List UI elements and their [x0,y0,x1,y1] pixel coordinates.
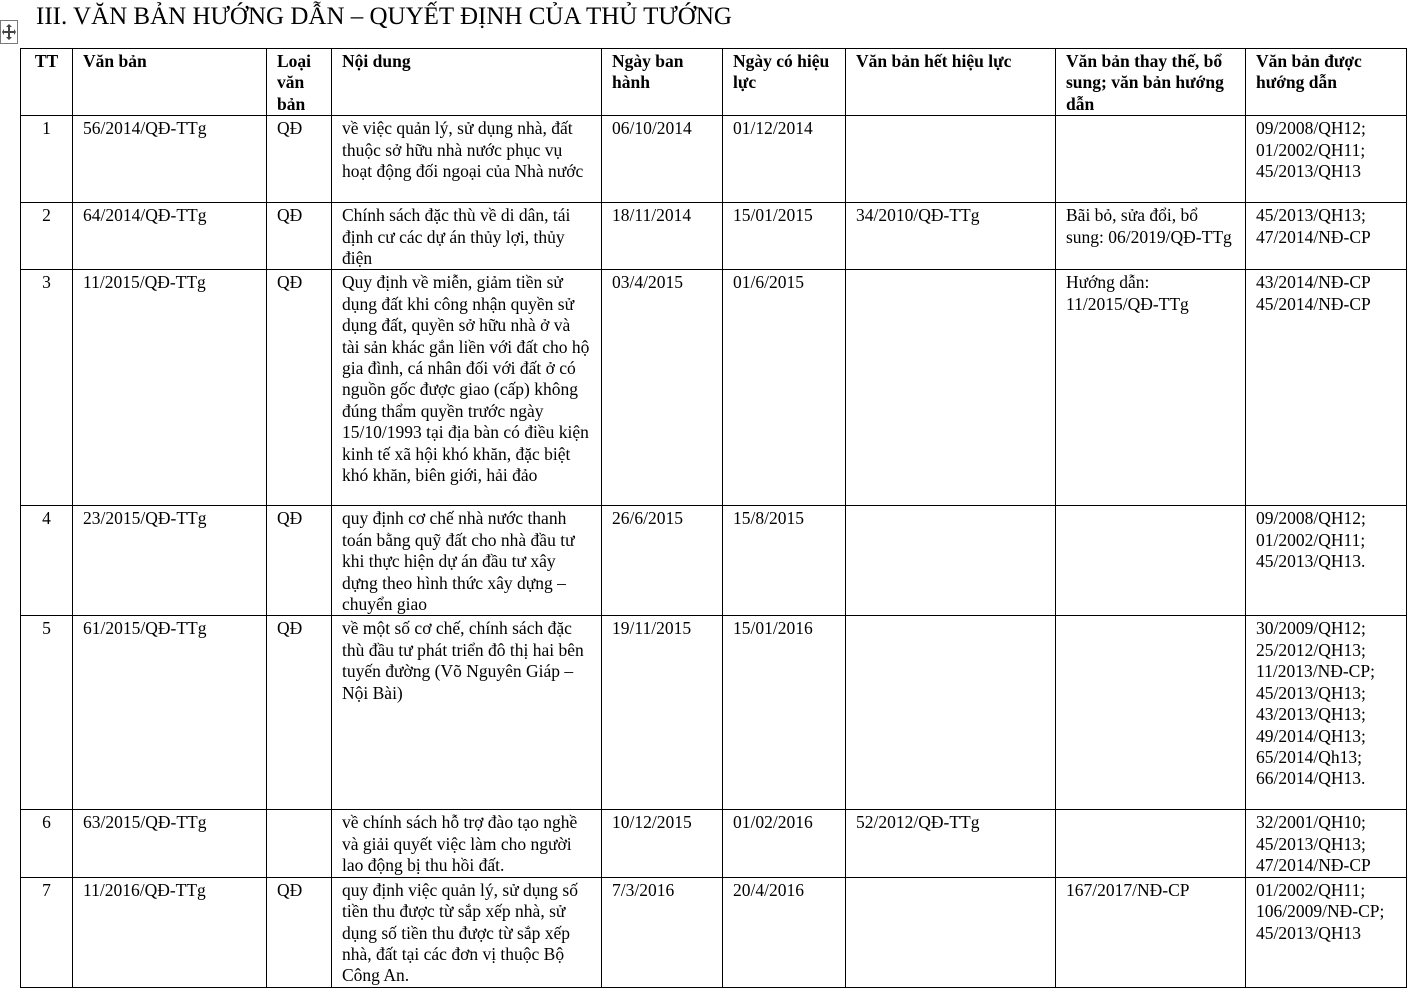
header-thay-the: Văn bản thay thế, bổ sung; văn bản hướng dẫn [1056,49,1246,116]
list-item: 43/2014/NĐ-CP [1256,272,1371,293]
cell-van-ban: 64/2014/QĐ-TTg [73,203,267,270]
cell-ngay-ban-hanh: 7/3/2016 [602,877,723,987]
cell-loai: QĐ [267,270,332,506]
list-item: 45/2013/QH13; [1256,833,1366,854]
cell-ngay-hieu-luc: 01/02/2016 [723,810,846,877]
list-item: 47/2014/NĐ-CP [1256,855,1371,876]
cell-van-ban: 56/2014/QĐ-TTg [73,116,267,203]
list-item: 106/2009/NĐ-CP; [1256,901,1385,922]
cell-ngay-ban-hanh: 06/10/2014 [602,116,723,203]
cell-tt: 2 [21,203,73,270]
cell-loai [267,810,332,877]
cell-thay-the [1056,616,1246,810]
page-title: III. VĂN BẢN HƯỚNG DẪN – QUYẾT ĐỊNH CỦA THỦ TƯỚNG [36,3,732,30]
cell-duoc-huong-dan [1246,877,1407,987]
cell-duoc-huong-dan [1246,616,1407,810]
cell-duoc-huong-dan [1246,270,1407,506]
cell-het-hieu-luc: 34/2010/QĐ-TTg [846,203,1056,270]
cell-tt: 4 [21,506,73,616]
cell-noi-dung: Quy định về miễn, giảm tiền sử dụng đất khi công nhận quyền sử dụng đất, quyền sở hữu nhà ở và tài sản khác gắn liền với đất cho hộ gia đình, cá nhân đối với đất ở có nguồn gốc được giao (cấp) không đúng thẩm quyền trước ngày 15/10/1993 tại địa bàn có điều kiện kinh tế xã hội khó khăn, đặc biệt khó khăn, biên giới, hải đảo [332,270,602,506]
cell-thay-the [1056,810,1246,877]
cell-loai: QĐ [267,203,332,270]
list-item: 01/2002/QH11; [1256,529,1366,550]
list-item: 66/2014/QH13. [1256,768,1366,789]
cell-ngay-ban-hanh: 10/12/2015 [602,810,723,877]
cell-het-hieu-luc [846,270,1056,506]
header-van-ban: Văn bản [73,49,267,116]
cell-het-hieu-luc [846,877,1056,987]
cell-het-hieu-luc [846,116,1056,203]
cell-ngay-hieu-luc: 15/8/2015 [723,506,846,616]
list-item: 45/2013/QH13; [1256,205,1366,226]
list-item: 01/2002/QH11; [1256,139,1366,160]
header-ngay-hieu-luc: Ngày có hiệu lực [723,49,846,116]
cell-ngay-hieu-luc: 01/6/2015 [723,270,846,506]
cell-ngay-hieu-luc: 01/12/2014 [723,116,846,203]
cell-van-ban: 11/2015/QĐ-TTg [73,270,267,506]
cell-van-ban: 23/2015/QĐ-TTg [73,506,267,616]
list-item: 45/2013/QH13. [1256,551,1366,572]
cell-duoc-huong-dan [1246,203,1407,270]
list-item: 45/2013/QH13; [1256,682,1366,703]
cell-het-hieu-luc [846,616,1056,810]
header-loai-van-ban: Loại văn bản [267,49,332,116]
cell-noi-dung: quy định cơ chế nhà nước thanh toán bằng quỹ đất cho nhà đầu tư khi thực hiện dự án đầu tư xây dựng theo hình thức xây dựng – chuyển giao [332,506,602,616]
cell-tt: 6 [21,810,73,877]
cell-ngay-hieu-luc: 15/01/2015 [723,203,846,270]
list-item: 25/2012/QH13; [1256,639,1366,660]
list-item: 65/2014/Qh13; [1256,746,1362,767]
cell-duoc-huong-dan [1246,810,1407,877]
cell-duoc-huong-dan [1246,506,1407,616]
cell-tt: 5 [21,616,73,810]
header-duoc-huong-dan: Văn bản được hướng dẫn [1246,49,1407,116]
cell-loai: QĐ [267,116,332,203]
cell-ngay-ban-hanh: 03/4/2015 [602,270,723,506]
cell-noi-dung: Chính sách đặc thù về di dân, tái định cư các dự án thủy lợi, thủy điện [332,203,602,270]
cell-ngay-ban-hanh: 18/11/2014 [602,203,723,270]
cell-ngay-hieu-luc: 15/01/2016 [723,616,846,810]
list-item: 43/2013/QH13; [1256,704,1366,725]
cell-thay-the [1056,506,1246,616]
header-noi-dung: Nội dung [332,49,602,116]
cell-noi-dung: về việc quản lý, sử dụng nhà, đất thuộc sở hữu nhà nước phục vụ hoạt động đối ngoại của Nhà nước [332,116,602,203]
cell-noi-dung: về chính sách hỗ trợ đào tạo nghề và giải quyết việc làm cho người lao động bị thu hồi đất. [332,810,602,877]
cell-tt: 1 [21,116,73,203]
table-row [21,203,1407,270]
list-item: 45/2013/QH13 [1256,922,1361,943]
cell-thay-the: Hướng dẫn: 11/2015/QĐ-TTg [1056,270,1246,506]
cell-tt: 3 [21,270,73,506]
cell-ngay-hieu-luc: 20/4/2016 [723,877,846,987]
list-item: 30/2009/QH12; [1256,618,1366,639]
cell-het-hieu-luc [846,506,1056,616]
cell-van-ban: 11/2016/QĐ-TTg [73,877,267,987]
header-row [21,49,1407,116]
cell-thay-the [1056,116,1246,203]
cell-van-ban: 61/2015/QĐ-TTg [73,616,267,810]
cell-tt: 7 [21,877,73,987]
list-item: 45/2013/QH13 [1256,161,1361,182]
documents-table [20,48,1407,988]
cell-thay-the: Bãi bỏ, sửa đổi, bổ sung: 06/2019/QĐ-TTg [1056,203,1246,270]
header-het-hieu-luc: Văn bản hết hiệu lực [846,49,1056,116]
cell-duoc-huong-dan [1246,116,1407,203]
list-item: 45/2014/NĐ-CP [1256,293,1371,314]
cell-van-ban: 63/2015/QĐ-TTg [73,810,267,877]
table-row [21,877,1407,987]
table-row [21,616,1407,810]
table-row [21,270,1407,506]
cell-ngay-ban-hanh: 26/6/2015 [602,506,723,616]
header-ngay-ban-hanh: Ngày ban hành [602,49,723,116]
move-icon [2,24,16,40]
list-item: 11/2013/NĐ-CP; [1256,661,1375,682]
table-move-handle[interactable] [0,20,18,44]
cell-noi-dung: về một số cơ chế, chính sách đặc thù đầu tư phát triển đô thị hai bên tuyến đường (Võ Nguyên Giáp – Nội Bài) [332,616,602,810]
list-item: 32/2001/QH10; [1256,812,1366,833]
cell-loai: QĐ [267,877,332,987]
header-tt: TT [21,49,73,116]
cell-thay-the: 167/2017/NĐ-CP [1056,877,1246,987]
list-item: 01/2002/QH11; [1256,879,1366,900]
cell-ngay-ban-hanh: 19/11/2015 [602,616,723,810]
table-row [21,810,1407,877]
cell-loai: QĐ [267,616,332,810]
list-item: 47/2014/NĐ-CP [1256,226,1371,247]
table-row [21,116,1407,203]
table-row [21,506,1407,616]
list-item: 49/2014/QH13; [1256,725,1366,746]
list-item: 09/2008/QH12; [1256,118,1366,139]
cell-het-hieu-luc: 52/2012/QĐ-TTg [846,810,1056,877]
cell-loai: QĐ [267,506,332,616]
list-item: 09/2008/QH12; [1256,508,1366,529]
cell-noi-dung: quy định việc quản lý, sử dụng số tiền thu được từ sắp xếp nhà, sử dụng số tiền thu được từ sắp xếp nhà, đất tại các đơn vị thuộc Bộ Công An. [332,877,602,987]
